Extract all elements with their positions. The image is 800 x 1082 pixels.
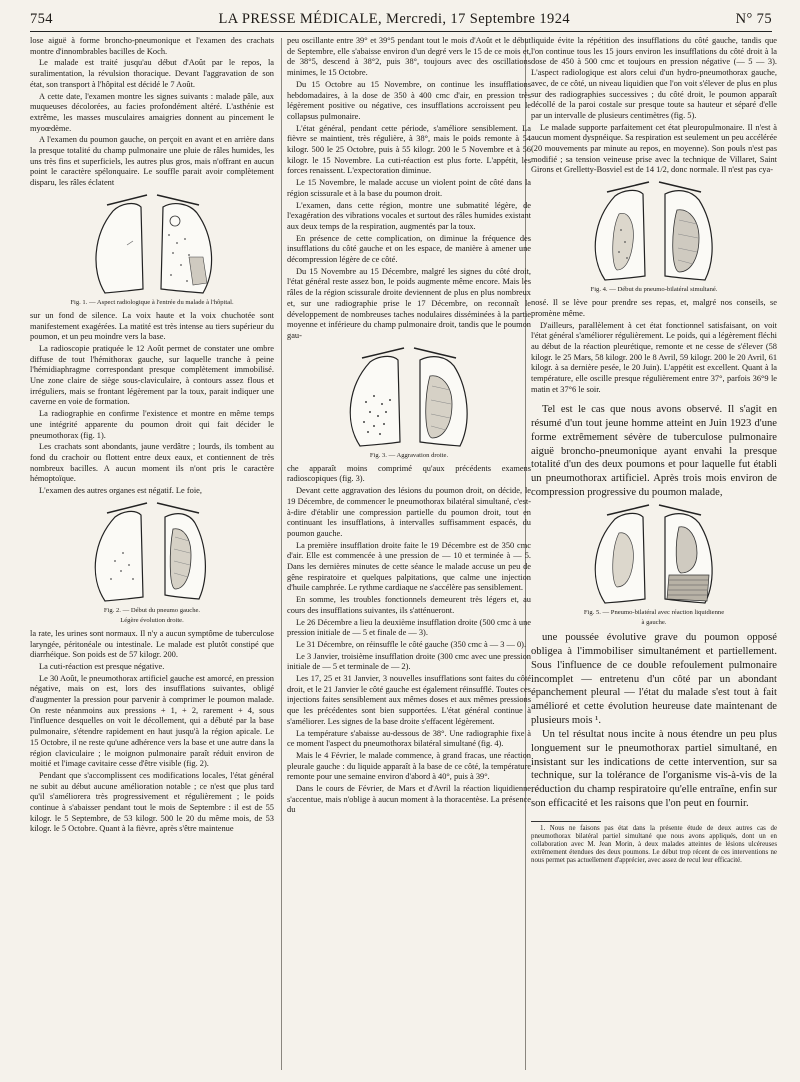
paragraph: lose aiguë à forme broncho-pneumonique et l'examen des crachats montre d'innombrables bacilles de Koch. <box>30 36 274 56</box>
paragraph: Le 31 Décembre, on réinsuffle le côté gauche (350 cmc à — 3 — 0). <box>296 639 527 649</box>
paragraph: Le 26 Décembre a lieu la deuxième insufflation droite (500 cmc à une pression initiale de — 5 et finale de — 3). <box>287 617 531 638</box>
paragraph: En somme, les troubles fonctionnels demeurent très légers et, au cours des insufflations suivantes, ils s'atténueront. <box>287 595 531 615</box>
paragraph: Le 30 Août, le pneumothorax artificiel gauche est amorcé, en pression négative, mais on est, lors des insufflations suivantes, obligé d'augmenter la pression pour parvenir à comprimer le poumon malade. On reste néanmoins aux pressions + 1, + 2, rarement + 4, sous l'influence desquelles on voit le décollement, qui a débuté par la base pulmonaire, s'étendre rapidement en haut jusqu'à la région apicale. Le 15 Octobre, il ne reste qu'une adhérence vers la base et une autre dans la région claviculaire ; le moignon pulmonaire paraît réduit environ de moitié et l'image cavitaire cesse d'être visible (fig. 2). <box>30 673 274 769</box>
figure-caption: Fig. 3. — Aggravation droite. <box>369 451 449 459</box>
journal-title: LA PRESSE MÉDICALE, Mercredi, 17 Septembre 1924 <box>218 11 570 27</box>
radiograph-illustration <box>77 501 227 605</box>
paragraph: La première insufflation droite faite le 19 Décembre est de 350 cmc d'air. Elle est commencée à une pression de — 10 et terminée à — 5. Dans les dernières minutes de cette séance le malade accuse un peu de gêne respiratoire et quelques palpitations, que calme une injection d'huile camphrée. Le rythme cardiaque ne s'accélère pas sensiblement. <box>287 540 531 593</box>
paragraph: La température s'abaisse au-dessous de 38°. Une radiographie fixe à ce moment l'aspect du pneumothorax bilatéral simultané (fig. 4). <box>287 728 531 749</box>
figure-caption-line: Légère évolution droite. <box>120 616 184 624</box>
figure-1 <box>30 193 274 307</box>
figure-caption: Fig. 4. — Début du pneumo-bilatéral simultané. <box>590 286 718 294</box>
paragraph: Du 15 Novembre au 15 Décembre, malgré les signes du côté droit, l'état général reste assez bon, le poids augmente même encore. Mais les râles de la région scissurale droite deviennent de plus en plus nombreux et, sur une radiographie prise le 17 Décembre, on reconnaît le développement de nombreuses taches nodulaires disséminées à la partie moyenne et inférieure du champ pulmonaire droit, tandis que le poumon gau- <box>287 266 531 340</box>
paragraph: liquide évite la répétition des insufflations du côté gauche, tandis que l'on continue tous les 15 jours environ les insufflations du côté droit à la dose de 450 à 500 cmc et toujours en pression négative (— 5 — 3). L'aspect radiologique est alors celui d'un hydro-pneumothorax gauche, avec, de ce côté, un niveau liquidien que l'on voit s'élever de plus en plus sur des radiographies successives ; du côté droit, le poumon apparaît décollé de la paroi costale sur presque toute sa hauteur et séparé d'elle par un intervalle de plusieurs centimètres (fig. 5). <box>531 36 777 120</box>
figure-caption-line: Fig. 2. — Début du pneumo gauche. <box>103 606 201 614</box>
paragraph: L'état général, pendant cette période, s'améliore sensiblement. La fièvre se maintient, très régulière, à 38°, mais le poids remonte à 54 kilogr. 500 le 25 Octobre, puis à 55 kilogr. 200 le 5 Novembre et à 56 kilogr. le 15 Novembre. La cuti-réaction est plus forte. L'appétit, les forces renaissent. L'expectoration diminue. <box>287 123 531 176</box>
paragraph: En présence de cette complication, on diminue la fréquence des insufflations du côté gauche et on les espace, de manière à amener une décompression légère de ce côté. <box>287 233 531 265</box>
paragraph: Tel est le cas que nous avons observé. Il s'agit en résumé d'un tout jeune homme atteint en Juin 1923 d'une forme extrêmement sévère de tuberculose pulmonaire aiguë broncho-pneumonique ayant envahi la presque totalité d'un des deux poumons et pour laquelle fut établi un pneumothorax artificiel. Après trois mois environ de compression progressive du poumon malade, <box>531 404 777 498</box>
figure-3 <box>287 346 531 460</box>
footnote-divider <box>531 821 601 822</box>
page-number: 754 <box>30 11 53 27</box>
footnote: 1. Nous ne faisons pas état dans la présente étude de deux autres cas de pneumothorax bilatéral partiel simultané que nous avons appliqués, dont un en collaboration avec M. Jean Morin, à deux malades atteintes de lésions ulcéreuses extrêmement étendues des deux poumons. Le début trop récent de ces interventions ne nous permet pas actuellement d'apprécier, avec assez de recul leur efficacité. <box>531 824 777 865</box>
paragraph: L'examen des autres organes est négatif. Le foie, <box>39 486 202 496</box>
paragraph: Un tel résultat nous incite à nous étendre un peu plus longuement sur le pneumothorax partiel simultané, en insistant sur les indications de cette intervention, sur sa technique, sur la tolérance de l'organisme vis-à-vis de la réduction du champ respiratoire qu'elle entraîne, enfin sur son efficacité et les raisons que l'on peut en fournir. <box>531 729 777 809</box>
paragraph: la rate, les urines sont normaux. Il n'y a aucun symptôme de tuberculose laryngée, péritonéale ou intestinale. Le malade est plutôt constipé que diarrhéique. Son poids est de 57 kilogr. 200. <box>30 628 274 660</box>
paragraph: sur un fond de silence. La voix haute et la voix chuchotée sont manifestement exagérées. La matité est très intense au tiers supérieur du poumon, et un peu moindre vers la base. <box>30 310 274 342</box>
radiograph-illustration <box>77 193 227 297</box>
paragraph: Le 15 Novembre, le malade accuse un violent point de côté dans la région scissurale et à la base du poumon droit. <box>287 178 531 198</box>
paragraph: Mais le 4 Février, le malade commence, à grand fracas, une réaction pleurale gauche : du liquide apparaît à la base de ce côté, la température remonte pour une semaine environ d'abord à 40°, puis à 39°. <box>287 750 531 782</box>
radiograph-illustration <box>579 180 729 284</box>
figure-4 <box>531 180 777 294</box>
radiograph-illustration <box>334 346 484 450</box>
paragraph: La radiographie en confirme l'existence et montre en même temps une intégrité apparente du poumon droit qui fait décider le pneumothorax (fig. 1). <box>30 409 274 440</box>
paragraph: peu oscillante entre 39° et 39°5 pendant tout le mois d'Août et le début de Septembre, elle s'abaisse environ d'un degré vers le 15 de ce mois et, de 38°5, descend à 38°2, puis 38°, toujours avec des oscillations minimes, le 15 Octobre. <box>287 36 531 78</box>
paragraph: Le malade supporte parfaitement cet état pleuropulmonaire. Il n'est à aucun moment dyspnéique. Sa respiration est seulement un peu accélérée (20 mouvements par minute au repos, en moyenne). Son pouls n'est pas modifié ; sa tension veineuse prise avec la technique de Villaret, Saint Girons et Grelletty-Bosviel est de 14 1/2, donc normale. Il n'est pas cya- <box>531 122 777 175</box>
column-divider <box>281 38 282 1070</box>
paragraph: Pendant que s'accomplissent ces modifications locales, l'état général ne subit au début aucune amélioration notable ; ce n'est que plus tard qu'il s'améliorera très progressivement et régulièrement ; le poids continue à s'abaisser pendant tout le mois de Septembre : il est de 55 kilogr. le 5 Septembre, de 53 kilogr. 500 le 20 du même mois, de 53 kilogr. le 5 Octobre. Quant à la fièvre, après s'être maintenue <box>30 770 274 834</box>
paragraph: La cuti-réaction est presque négative. <box>39 661 165 671</box>
paragraph: che apparaît moins comprimé qu'aux précédents examens radioscopiques (fig. 3). <box>287 463 531 484</box>
figure-2 <box>30 501 274 625</box>
paragraph: L'examen, dans cette région, montre une submatité légère, de l'exagération des vibrations vocales et surtout des râles humides existant aux deux temps de la respiration, augmentés par la toux. <box>287 200 531 231</box>
issue-number: N° 75 <box>735 11 772 27</box>
paragraph: Devant cette aggravation des lésions du poumon droit, on décide, le 19 Décembre, de commencer le pneumothorax bilatéral simultané, c'est-à-dire d'établir une compression partielle du poumon droit, tout en continuant les insufflations, à intervalles suffisamment espacés, du poumon gauche. <box>287 486 531 538</box>
radiograph-illustration <box>579 503 729 607</box>
paragraph: Le malade est traité jusqu'au début d'Août par le repos, la suralimentation, la révulsion thoracique. Devant l'aggravation de son état, son transport à l'hôpital est décidé le 7 Août. <box>30 58 274 89</box>
column-2 <box>287 36 531 817</box>
paragraph: Du 15 Octobre au 15 Novembre, on continue les insufflations hebdomadaires, à la dose de 350 à 400 cmc d'air, en pression très légèrement positive ou négative, ces insufflations accroissent peu le collapsus pulmonaire. <box>287 79 531 121</box>
paragraph: Les 17, 25 et 31 Janvier, 3 nouvelles insufflations sont faites du côté droit, et le 21 Janvier le côté gauche est également réinsufflé. Toutes ces injections faites sensiblement aux mêmes doses et aux mêmes pressions que les précédentes sont bien supportées. L'état général continue à s'améliorer. Les signes de la base droite s'effacent légèrement. <box>287 674 531 726</box>
column-1 <box>30 36 274 836</box>
paragraph: A cette date, l'examen montre les signes suivants : malade pâle, aux muqueuses décolorées, au facies profondément altéré. L'asthénie est extrême, les masses musculaires amaigries donnent au pincement le myoœdème. <box>30 91 274 133</box>
paragraph: Le 3 Janvier, troisième insufflation droite (300 cmc avec une pression initiale de — 5 et terminale de — 2). <box>287 651 531 672</box>
column-3 <box>531 36 777 867</box>
paragraph: A l'examen du poumon gauche, on perçoit en avant et en arrière dans la presque totalité du champ pulmonaire une pluie de râles humides, les uns très fins et superficiels, les autres plus gros, mais n'offrant en aucun point le caractère spélonquaire. Le souffle parait avoir complètement disparu, les râles éclatent <box>30 135 274 188</box>
figure-caption: Fig. 1. — Aspect radiologique à l'entrée du malade à l'hôpital. <box>70 298 234 306</box>
paragraph: D'ailleurs, parallèlement à cet état fonctionnel satisfaisant, on voit l'état général s'améliorer régulièrement. Le poids, qui a légèrement fléchi au début de la réaction pleurétique, remonte et ne cesse de s'élever (58 kilogr. le 25 Mars, 58 kilogr. 200 le 8 Avril, 59 kilogr. 200 le 20 Avril, 61 kilogr. à sa dernière pesée, le 20 Juin). L'appétit est excellent. Quant à la température, elle oscille presque régulièrement entre 37°, parfois 36°9 le matin et 37°6 le soir. <box>531 320 777 394</box>
paragraph: une poussée évolutive grave du poumon opposé obligea à l'immobiliser simultanément et partiellement. Sous l'influence de ce double refoulement pulmonaire incomplet — entretenu d'un côté par un abondant épanchement pleural — l'état du malade s'est tout à fait amélioré et cette évolution heureuse date maintenant de plusieurs mois ¹. <box>531 632 777 726</box>
running-header <box>30 8 772 32</box>
paragraph: nosé. Il se lève pour prendre ses repas, et, malgré nos conseils, se promène même. <box>531 298 777 318</box>
figure-5 <box>531 503 777 627</box>
figure-caption-line: Fig. 5. — Pneumo-bilatéral avec réaction liquidienne <box>583 609 725 617</box>
paragraph: Les crachats sont abondants, jaune verdâtre ; lourds, ils tombent au fond du crachoir ou flottent entre deux eaux, et contiennent de très nombreux bacilles. A aucun moment ils n'ont pris le caractère hémoptoïque. <box>30 442 274 484</box>
figure-caption-line: à gauche. <box>641 619 667 627</box>
paragraph: Dans le cours de Février, de Mars et d'Avril la réaction liquidienne s'accentue, mais n'oblige à aucun moment à la thoracentèse. La présence du <box>287 784 531 815</box>
paragraph: La radioscopie pratiquée le 12 Août permet de constater une ombre diffuse de tout l'hémithorax gauche, sur laquelle tranche à peine l'hémidiaphragme correspondant presque complètement immobilisé. Une zone claire de siège sous-claviculaire, à contours assez flous et irréguliers, mais se frontant légèrement par la toux, parait indiquer une caverne en voie de formation. <box>30 343 274 407</box>
